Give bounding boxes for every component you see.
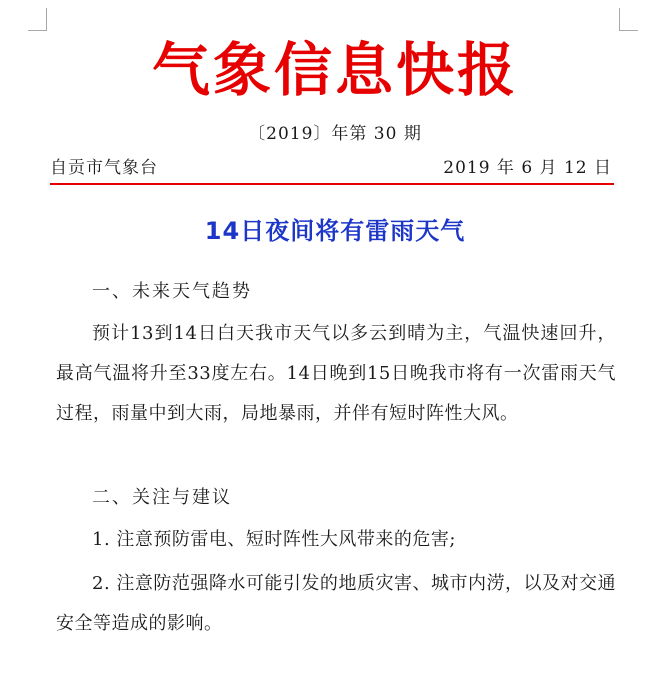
section-heading-forecast: 一、未来天气趋势 <box>92 281 252 302</box>
advice-item-1: 1. 注意预防雷电、短时阵性大风带来的危害; <box>92 529 456 550</box>
section-heading-advice: 二、关注与建议 <box>92 487 232 508</box>
issuer-name: 自贡市气象台 <box>50 158 158 178</box>
page-corner-mark-left <box>28 8 47 31</box>
red-divider-line <box>50 183 614 185</box>
forecast-paragraph: 预计13到14日白天我市天气以多云到晴为主，气温快速回升，最高气温将升至33度左右。14日晚到15日晚我市将有一次雷雨天气过程，雨量中到大雨，局地暴雨，并伴有短时阵性大风。 <box>56 323 616 424</box>
page-corner-mark-right <box>619 8 638 31</box>
issue-number: 〔2019〕年第 30 期 <box>248 124 422 144</box>
masthead-title: 气象信息快报 <box>151 36 518 104</box>
headline: 14日夜间将有雷雨天气 <box>204 217 466 245</box>
meta-row <box>50 156 612 180</box>
issue-date: 2019 年 6 月 12 日 <box>443 158 612 178</box>
advice-item-2: 2. 注意防范强降水可能引发的地质灾害、城市内涝，以及对交通安全等造成的影响。 <box>56 573 616 634</box>
